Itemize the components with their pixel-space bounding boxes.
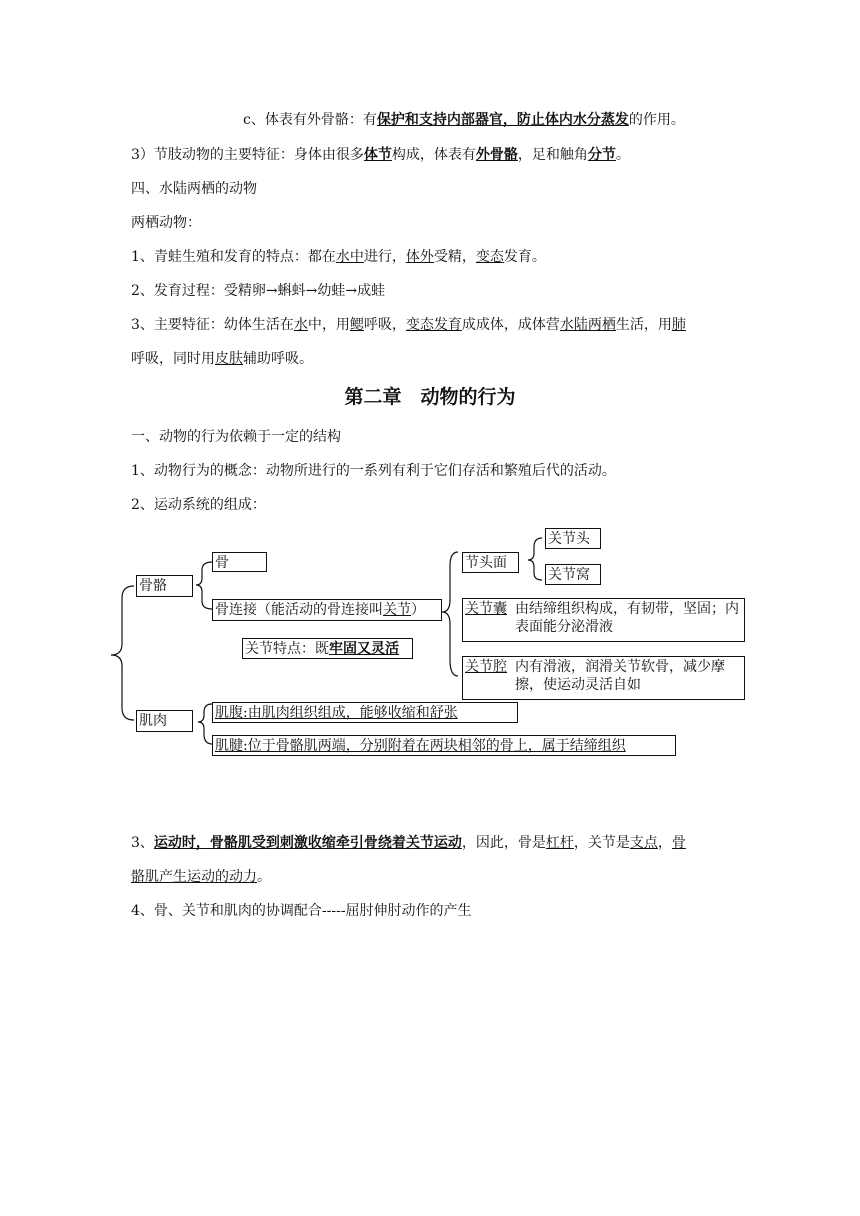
motor-system-line: 2、运动系统的组成： <box>131 497 266 513</box>
text-segment: 1、青蛙生殖和发育的特点：都在 <box>131 249 336 265</box>
movement-mechanism-line-cont <box>131 867 271 887</box>
tendon-text: 肌腱:位于骨骼肌两端，分别附着在两块相邻的骨上，属于结缔组织 <box>215 738 626 754</box>
joint-socket-box: 关节窝 <box>545 564 601 585</box>
cavity-row <box>465 658 742 694</box>
key-term: 水陆两栖 <box>559 317 616 333</box>
key-term: 肺 <box>671 317 686 333</box>
behavior-concept-line: 1、动物行为的概念：动物所进行的一系列有利于它们存活和繁殖后代的活动。 <box>131 463 616 479</box>
belly-text: 肌腹:由肌肉组织组成，能够收缩和舒张 <box>215 705 458 721</box>
key-term: 关节 <box>383 602 411 618</box>
text-segment: 。 <box>615 147 630 163</box>
key-term: 变态 <box>475 249 504 265</box>
capsule-row <box>465 600 742 636</box>
joint-brace <box>442 552 458 676</box>
key-term: 体节 <box>363 147 392 163</box>
skeleton-brace <box>196 562 212 609</box>
joint-cavity-box <box>462 656 745 700</box>
section-heading-behavior: 一、动物的行为依赖于一定的结构 <box>131 429 341 445</box>
joint-capsule-box <box>462 598 745 642</box>
key-term: 杠杆 <box>545 835 574 851</box>
chapter-title: 第二章 动物的行为 <box>344 386 516 408</box>
key-term: 鳃 <box>349 317 364 333</box>
text-segment: 构成，体表有 <box>391 147 476 163</box>
surface-brace <box>528 538 542 580</box>
text-segment: 中，用 <box>307 317 350 333</box>
coordination-line: 4、骨、关节和肌肉的协调配合-----屈肘伸肘动作的产生 <box>131 903 472 919</box>
text-segment: 3）节肢动物的主要特征：身体由很多 <box>131 147 364 163</box>
key-phrase: 牢固又灵活 <box>329 641 399 657</box>
movement-mechanism-line <box>131 833 686 853</box>
bone-joint-box <box>212 599 442 621</box>
text-segment: 关节特点：既 <box>245 641 329 657</box>
tendon-box <box>212 735 676 756</box>
key-term: 皮肤 <box>215 351 243 367</box>
text-segment: 成成体，成体营 <box>461 317 560 333</box>
text-segment: 生活，用 <box>615 317 672 333</box>
key-term: 支点 <box>629 835 658 851</box>
bone-box: 骨 <box>212 552 267 572</box>
text-segment: 呼吸， <box>363 317 406 333</box>
text-segment: ，因此，骨是 <box>461 835 546 851</box>
text-segment: ，足和触角 <box>517 147 588 163</box>
text-segment: 受精， <box>433 249 476 265</box>
key-term: 骼肌产生运动的动力 <box>131 869 257 885</box>
capsule-text: 由结缔组织构成，有韧带，坚固；内表面能分泌滑液 <box>515 601 739 635</box>
amphibian-label: 两栖动物： <box>131 215 201 231</box>
text-segment: 的作用。 <box>628 112 685 128</box>
text-segment: ） <box>411 602 425 618</box>
skeleton-box: 骨骼 <box>136 575 193 597</box>
key-term: 分节 <box>587 147 616 163</box>
text-segment: 3、 <box>131 835 154 851</box>
text-segment: 骨连接（能活动的骨连接叫 <box>215 602 383 618</box>
key-term: 水中 <box>335 249 364 265</box>
development-process-line: 2、发育过程：受精卵→蝌蚪→幼蛙→成蛙 <box>131 283 386 299</box>
text-segment: ，关节是 <box>573 835 630 851</box>
text-segment: 3、主要特征：幼体生活在 <box>131 317 294 333</box>
key-phrase: 运动时，骨骼肌受到刺激收缩牵引骨绕着关节运动 <box>153 835 462 851</box>
text-segment: 。 <box>257 869 271 885</box>
main-brace <box>111 586 134 720</box>
articular-surface-box: 节头面 <box>462 552 519 573</box>
key-term: 水 <box>293 317 308 333</box>
cavity-label: 关节腔 <box>465 659 507 675</box>
key-term: 骨 <box>671 835 686 851</box>
text-segment: c、体表有外骨骼：有 <box>243 112 377 128</box>
muscle-box: 肌肉 <box>136 710 193 732</box>
capsule-label: 关节囊 <box>465 601 507 617</box>
section-heading-amphibians: 四、水陆两栖的动物 <box>131 181 257 197</box>
text-segment: 呼吸，同时用 <box>131 351 215 367</box>
text-segment: 进行， <box>363 249 406 265</box>
muscle-belly-box <box>212 702 518 723</box>
cavity-text: 内有滑液，润滑关节软骨，减少摩擦，使运动灵活自如 <box>515 659 725 693</box>
key-term: 外骨骼 <box>475 147 518 163</box>
key-phrase: 保护和支持内部器官，防止体内水分蒸发 <box>376 112 629 128</box>
muscle-brace <box>198 704 212 744</box>
joint-head-box: 关节头 <box>545 528 601 549</box>
text-segment: 辅助呼吸。 <box>243 351 313 367</box>
text-segment: 发育。 <box>503 249 546 265</box>
text-segment: ， <box>657 835 672 851</box>
key-term: 体外 <box>405 249 434 265</box>
key-term: 变态发育 <box>405 317 462 333</box>
joint-feature-box <box>242 638 413 659</box>
